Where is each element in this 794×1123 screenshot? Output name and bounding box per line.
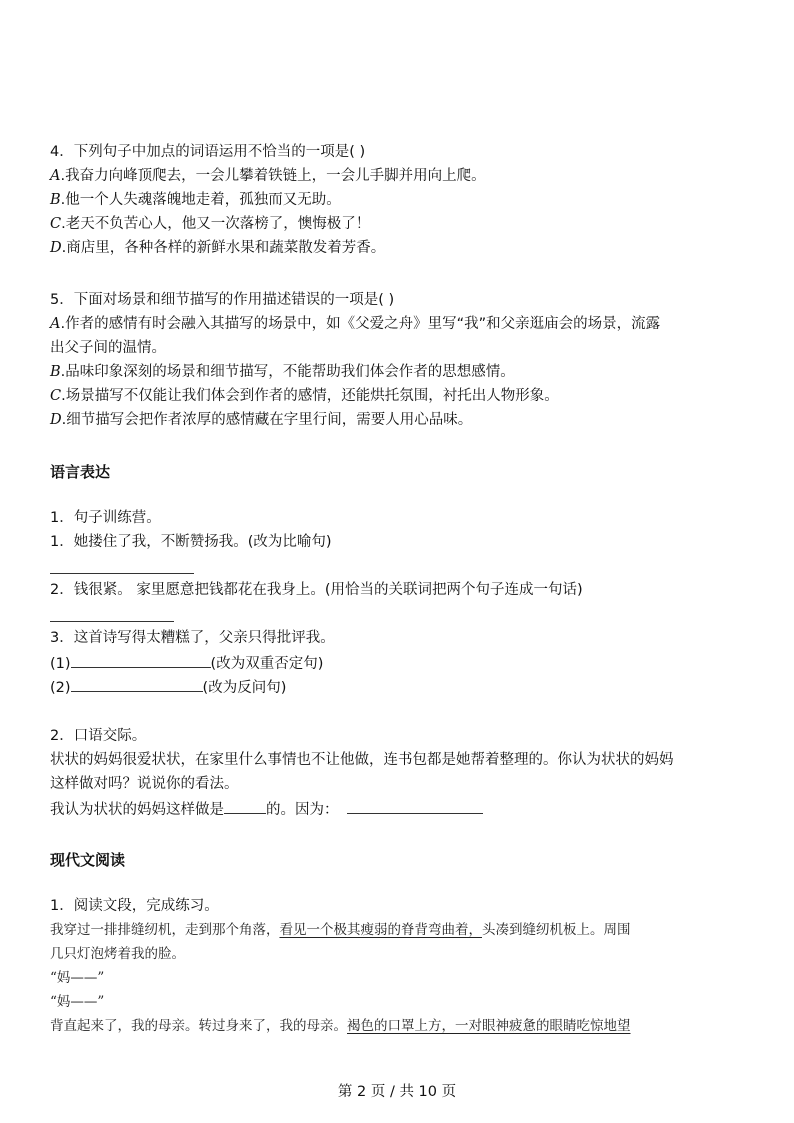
q4-option-c <box>50 214 370 234</box>
page-footer: 第 2 页 / 共 10 页 <box>337 1084 457 1100</box>
lang1-sentence-2: 2．钱很紧。 家里愿意把钱都花在我身上。(用恰当的关联词把两个句子连成一句话) <box>50 582 583 598</box>
q4-option-d <box>50 238 385 258</box>
lang2-answer-line <box>50 798 483 820</box>
underlined-text: 看见一个极其瘦弱的脊背弯曲着， <box>279 922 482 938</box>
lang1-sentence-3-part-1 <box>50 652 323 674</box>
passage-line: 几只灯泡烤着我的脸。 <box>50 946 185 962</box>
answer-prompt: 我认为状状的妈妈这样做是 <box>50 802 224 818</box>
answer-blank <box>224 798 266 814</box>
answer-line <box>50 573 194 574</box>
q5-option-b <box>50 362 515 382</box>
q5-stem: 5．下面对场景和细节描写的作用描述错误的一项是( ) <box>50 292 395 308</box>
passage-line: “妈——” <box>50 994 105 1010</box>
item-label: (1) <box>50 656 71 672</box>
passage-line: “妈——” <box>50 970 105 986</box>
q5-option-a <box>50 314 660 334</box>
item-hint: (改为反问句) <box>202 680 287 696</box>
answer-line <box>50 621 174 622</box>
underlined-text: 褐色的口罩上方，一对眼神疲惫的眼睛吃惊地望 <box>347 1018 631 1034</box>
section-heading-reading: 现代文阅读 <box>50 851 126 869</box>
option-text: .细节描写会把作者浓厚的感情藏在字里行间，需要人用心品味。 <box>61 412 473 428</box>
q5-option-d <box>50 410 472 430</box>
option-letter: C <box>50 388 62 404</box>
q4-stem: 4．下列句子中加点的词语运用不恰当的一项是( ) <box>50 144 366 160</box>
lang2-paragraph-line-1: 状状的妈妈很爱状状，在家里什么事情也不让他做，连书包都是她帮着整理的。你认为状状的妈妈 <box>50 752 674 768</box>
answer-blank <box>71 652 211 668</box>
option-text: .老天不负苦心人，他又一次落榜了，懊悔极了！ <box>61 216 371 232</box>
option-letter: A <box>50 316 61 332</box>
option-letter: B <box>50 364 61 380</box>
option-text: .商店里，各种各样的新鲜水果和蔬菜散发着芳香。 <box>61 240 386 256</box>
passage-text: 头凑到缝纫机板上。周围 <box>482 922 631 938</box>
q4-option-b <box>50 190 341 210</box>
option-letter: D <box>50 240 62 256</box>
passage-text: 我穿过一排排缝纫机，走到那个角落， <box>50 922 280 938</box>
section-heading-language: 语言表达 <box>50 463 111 481</box>
passage-line <box>50 920 631 940</box>
answer-prompt: 的。因为： <box>266 802 339 818</box>
read1-title: 1．阅读文段，完成练习。 <box>50 898 219 914</box>
option-letter: C <box>50 216 62 232</box>
item-hint: (改为双重否定句) <box>210 656 324 672</box>
answer-blank <box>347 798 483 814</box>
lang2-paragraph-line-2: 这样做对吗？说说你的看法。 <box>50 776 239 792</box>
option-text: .品味印象深刻的场景和细节描写，不能帮助我们体会作者的思想感情。 <box>60 364 515 380</box>
q5-option-c <box>50 386 559 406</box>
lang1-sentence-3: 3．这首诗写得太糟糕了，父亲只得批评我。 <box>50 630 335 646</box>
answer-blank <box>71 676 203 692</box>
lang1-title: 1．句子训练营。 <box>50 510 161 526</box>
option-text: .作者的感情有时会融入其描写的场景中，如《父爱之舟》里写“我”和父亲逛庙会的场景，流露 <box>60 316 661 332</box>
item-label: (2) <box>50 680 71 696</box>
option-letter: D <box>50 412 62 428</box>
option-letter: A <box>50 168 61 184</box>
option-text: .场景描写不仅能让我们体会到作者的感情，还能烘托氛围，衬托出人物形象。 <box>61 388 559 404</box>
q4-option-a <box>50 166 486 186</box>
option-letter: B <box>50 192 61 208</box>
q5-option-a-cont: 出父子间的温情。 <box>50 340 166 356</box>
passage-text: 背直起来了，我的母亲。转过身来了，我的母亲。 <box>50 1018 347 1034</box>
lang2-title: 2．口语交际。 <box>50 728 147 744</box>
passage-line <box>50 1016 631 1036</box>
lang1-sentence-3-part-2 <box>50 676 286 698</box>
option-text: .他一个人失魂落魄地走着，孤独而又无助。 <box>60 192 341 208</box>
option-text: .我奋力向峰顶爬去，一会儿攀着铁链上，一会儿手脚并用向上爬。 <box>60 168 486 184</box>
lang1-sentence-1: 1．她搂住了我，不断赞扬我。(改为比喻句) <box>50 534 332 550</box>
